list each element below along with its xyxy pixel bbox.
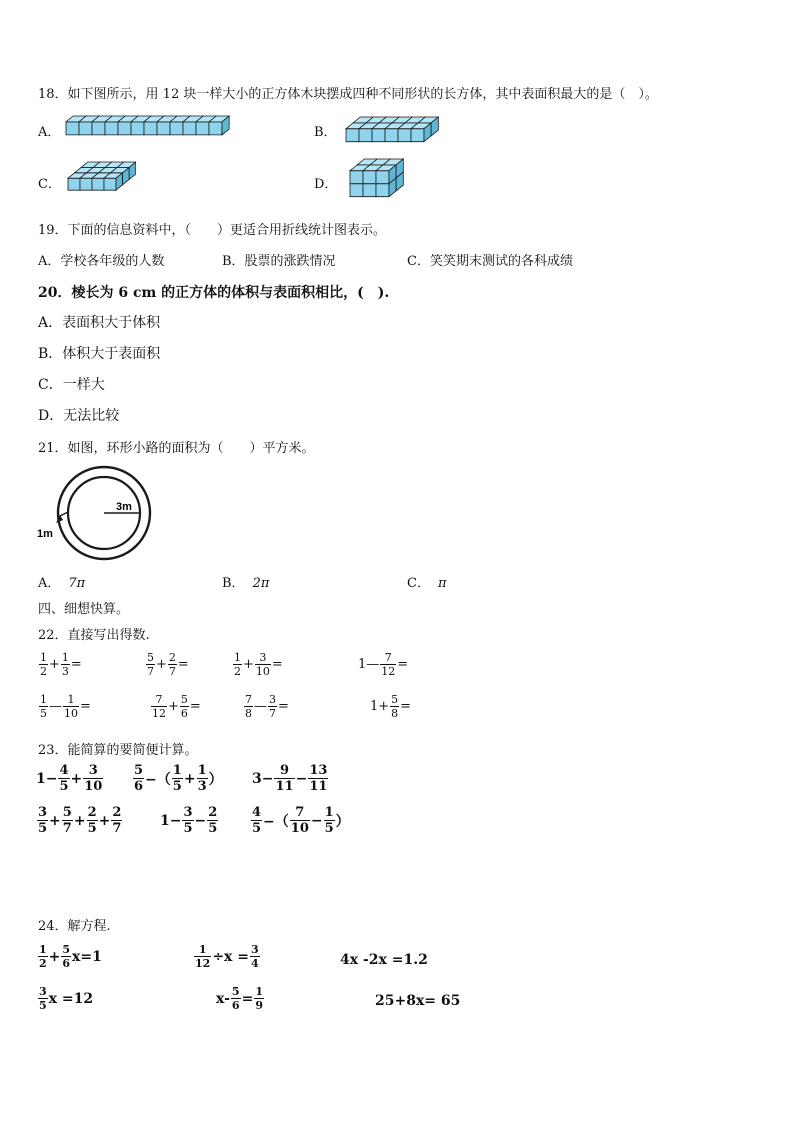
cube-front-face [79,122,92,135]
q20-option-b[interactable]: B．体积大于表面积 [38,346,161,362]
expression-text: 1− [160,812,182,829]
inner-radius-label: 3m [116,501,132,513]
fraction: $\frac{1}{5}$ [324,805,334,836]
q24-item [37,986,93,1011]
expression-text: = [241,990,254,1007]
fraction: $\frac{4}{5}$ [59,763,69,794]
expression-text: + [156,657,167,672]
expression-text: 4x -2x =1.2 [340,952,428,968]
cube-front-face [80,178,92,190]
fraction: $\frac{1}{2}$ [234,651,241,678]
fraction: $\frac{9}{11}$ [275,763,294,794]
expression-text: — [49,699,62,714]
fraction: $\frac{5}{6}$ [180,693,188,720]
q20-option-d[interactable]: D．无法比较 [38,408,120,424]
section-4-title: 四、细想快算。 [38,602,130,617]
q18-figure-b-2x6-slab [344,115,444,145]
cube-front-face [157,122,170,135]
cube-front-face [183,122,196,135]
expression-text: = [271,657,283,672]
fraction: $\frac{5}{6}$ [62,943,71,970]
expression-text: + [48,948,61,965]
expression-text: x =12 [48,990,94,1007]
q23-item [132,764,223,793]
cube-front-face [92,122,105,135]
q22-text: 22．直接写出得数. [38,628,150,643]
q23-item [252,764,329,793]
fraction: $\frac{5}{8}$ [391,693,399,720]
expression-text: 3− [252,770,274,787]
q22-item [38,694,91,719]
expression-text: = [397,657,409,672]
q20-text: 20．棱长为 6 cm 的正方体的体积与表面积相比，( ). [38,285,390,301]
fraction: $\frac{2}{5}$ [208,805,218,836]
cube-front-face [372,129,385,142]
fraction: $\frac{7}{12}$ [152,693,166,720]
q18-option-a-label[interactable]: A． [38,125,61,140]
q21-ring-figure [36,464,166,564]
cube-front-face [196,122,209,135]
q24-item [375,993,460,1009]
expression-text: 1+ [370,699,390,714]
cube-front-face [346,129,359,142]
fraction: $\frac{2}{7}$ [112,805,122,836]
expression-text: + [98,812,111,829]
cube-front-face [131,122,144,135]
q23-item [250,806,350,835]
fraction: $\frac{2}{7}$ [168,651,176,678]
expression-text: + [168,699,179,714]
fraction: $\frac{1}{2}$ [40,651,47,678]
q18-option-d-label[interactable]: D． [314,177,338,192]
expression-text: + [183,770,196,787]
cube-front-face [170,122,183,135]
expression-text: + [73,812,86,829]
q18-figure-c-flat-block [66,160,136,200]
fraction: $\frac{7}{12}$ [381,651,396,678]
q24-text: 24．解方程. [38,919,111,934]
q23-item [36,806,123,835]
cube-front-face [104,178,116,190]
q19-option-c[interactable]: C．笑笑期末测试的各科成绩 [407,254,573,269]
fraction: $\frac{1}{9}$ [255,985,263,1012]
q22-item [38,652,82,677]
q21-text: 21．如图，环形小路的面积为（ ）平方米。 [38,441,315,456]
q23-item [160,806,219,835]
expression-text: = [70,657,82,672]
expression-text: −（ [263,813,289,830]
q21-option-a[interactable]: A． 7π [38,576,86,591]
fraction: $\frac{3}{5}$ [39,985,47,1012]
fraction: $\frac{4}{5}$ [252,805,262,836]
expression-text: 25+8x= 65 [375,993,461,1009]
fraction: $\frac{3}{7}$ [269,693,276,720]
cube-front-face [144,122,157,135]
fraction: $\frac{13}{11}$ [309,763,328,794]
expression-text: − [295,770,308,787]
q18-figure-a-1x12-row [64,114,234,140]
ring-width-label: 1m [37,528,53,540]
expression-text: ÷x = [212,948,249,965]
q23-text: 23．能简算的要简便计算。 [38,743,198,758]
fraction: $\frac{2}{5}$ [87,805,97,836]
cube-front-face [411,129,424,142]
q22-item [232,652,283,677]
expression-text: = [400,699,412,714]
cube-front-face [92,178,104,190]
cube-front-face [363,171,376,184]
expression-text: + [70,770,83,787]
fraction: $\frac{3}{5}$ [38,805,48,836]
q18-option-c-label[interactable]: C． [38,177,61,192]
expression-text: = [278,699,289,714]
cube-front-face [398,129,411,142]
expression-text: ） [335,813,350,830]
fraction: $\frac{3}{4}$ [251,943,259,970]
q24-item [193,944,261,969]
fraction: $\frac{3}{5}$ [183,805,193,836]
q24-item [340,952,428,968]
expression-text: 1— [358,657,380,672]
q18-option-b-label[interactable]: B． [314,125,337,140]
cube-front-face [66,122,79,135]
fraction: $\frac{7}{8}$ [245,693,252,720]
fraction: $\frac{1}{3}$ [61,651,69,678]
fraction: $\frac{1}{2}$ [39,943,47,970]
q21-option-b[interactable]: B． 2π [222,576,270,591]
fraction: $\frac{1}{10}$ [64,693,78,720]
expression-text: = [80,699,91,714]
q23-item [36,764,104,793]
q22-item [145,652,189,677]
expression-text: −（ [145,771,171,788]
cube-front-face [363,184,376,197]
cube-front-face [359,129,372,142]
q18-text: 18．如下图所示，用 12 块一样大小的正方体木块摆成四种不同形状的长方体，其中表面积最大的是（ ）。 [38,87,658,102]
fraction: $\frac{5}{7}$ [62,805,72,836]
expression-text: + [49,812,61,829]
cube-front-face [385,129,398,142]
expression-text: − [194,812,207,829]
expression-text: = [189,699,201,714]
cube-front-face [350,184,363,197]
cube-front-face [105,122,118,135]
q22-item [243,694,289,719]
q19-option-a[interactable]: A．学校各年级的人数 [38,254,165,269]
fraction: $\frac{1}{3}$ [197,763,207,794]
expression-text: = [177,657,189,672]
fraction: $\frac{5}{7}$ [147,651,154,678]
fraction: $\frac{5}{6}$ [231,985,240,1012]
q20-option-a[interactable]: A．表面积大于体积 [38,315,161,331]
cube-front-face [350,171,363,184]
cube-front-face [68,178,80,190]
fraction: $\frac{3}{10}$ [84,763,103,794]
expression-text: x- [216,990,230,1007]
q22-item [358,652,408,677]
cube-front-face [376,184,389,197]
expression-text: + [49,657,60,672]
expression-text: x=1 [72,948,102,965]
q24-item [216,986,265,1011]
expression-text: 1− [36,770,58,787]
expression-text: — [254,699,267,714]
expression-text: ） [208,771,223,788]
cube-front-face [376,171,389,184]
fraction: $\frac{5}{6}$ [134,763,144,794]
fraction: $\frac{7}{10}$ [290,805,309,836]
fraction: $\frac{1}{5}$ [172,763,182,794]
fraction: $\frac{3}{10}$ [255,651,270,678]
cube-front-face [209,122,222,135]
q22-item [370,694,411,719]
cube-front-face [118,122,131,135]
q19-option-b[interactable]: B．股票的涨跌情况 [222,254,336,269]
fraction: $\frac{1}{12}$ [195,943,211,970]
q19-text: 19．下面的信息资料中，（ ）更适合用折线统计图表示。 [38,223,387,238]
q24-item [37,944,102,969]
expression-text: − [310,812,323,829]
fraction: $\frac{1}{5}$ [40,693,47,720]
q18-figure-d-cube-block [348,157,408,203]
q20-option-c[interactable]: C．一样大 [38,377,105,393]
expression-text: + [243,657,254,672]
q21-option-c[interactable]: C． π [407,576,447,591]
q22-item [150,694,201,719]
